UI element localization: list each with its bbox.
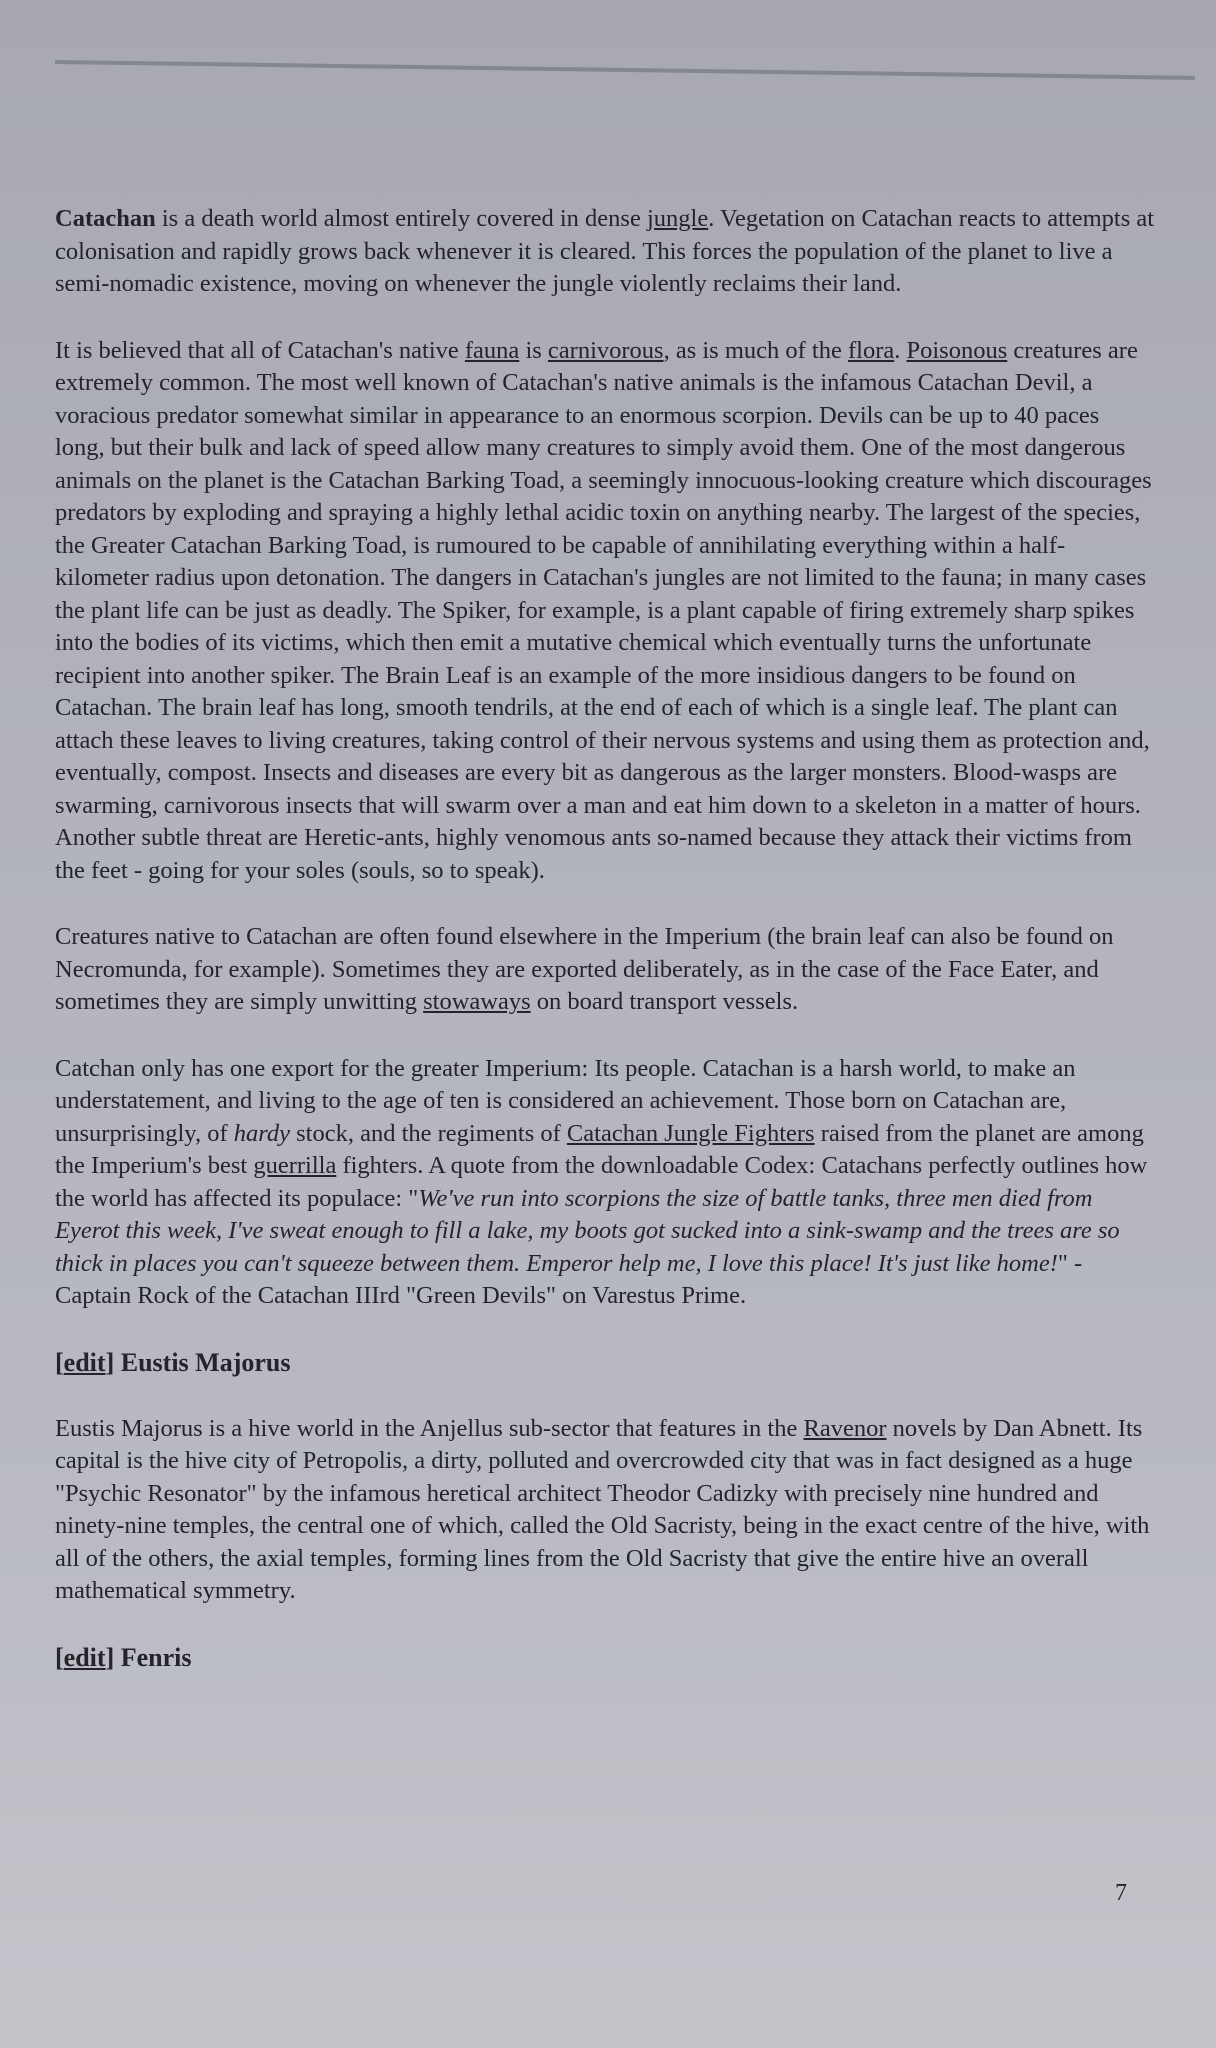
edit-link-fenris[interactable]: edit (63, 1642, 106, 1672)
term-hardy: hardy (233, 1119, 290, 1147)
article-body (55, 203, 1155, 1708)
paragraph-eustis-majorus: Eustis Majorus is a hive world in the Anjellus sub-sector that features in the Ravenor novels by Dan Abnett. Its capital is the hive city of Petropolis, a dirty, polluted and overcrowded city that was in fact designed as a huge "Psychic Resonator" by the infamous heretical architect Theodor Cadizky with precisely nine hundred and ninety-nine temples, the central one of which, called the Old Sacristy, being in the exact centre of the hive, with all of the others, the axial temples, forming lines from the Old Sacristy that give the entire hive an overall mathematical symmetry. (55, 1414, 1150, 1604)
link-carnivorous[interactable]: carnivorous (547, 336, 664, 364)
section-heading-eustis-majorus: [edit] Eustis Majorus (55, 1347, 291, 1377)
link-catachan-jungle-fighters[interactable]: Catachan Jungle Fighters (566, 1119, 815, 1147)
page-number: 7 (1115, 1880, 1127, 1906)
edit-link-eustis-majorus[interactable]: edit (63, 1347, 106, 1377)
paragraph-catachan-export: Catchan only has one export for the greater Imperium: Its people. Catachan is a harsh world, to make an understatement, and living to the age of ten is considered an achievement. Those born on Catachan are, unsurprisingly, of hardy stock, and the regiments of Catachan Jungle Fighters raised from the planet are among the Imperium's best guerrilla fighters. A quote from the downloadable Codex: Catachans perfectly outlines how the world has affected its populace: "We've run into scorpions the size of battle tanks, three men died from Eyerot this week, I've sweat enough to fill a lake, my boots got sucked into a sink-swamp and the trees are so thick in places you can't squeeze between them. Emperor help me, I love this place! It's just like home!" - Captain Rock of the Catachan IIIrd "Green Devils" on Varestus Prime. (55, 1054, 1148, 1309)
paragraph-catachan-creatures: Creatures native to Catachan are often found elsewhere in the Imperium (the brain leaf can also be found on Necromunda, for example). Sometimes they are exported deliberately, as in the case of the Face Eater, and sometimes they are simply unwitting stowaways on board transport vessels. (55, 923, 1114, 1015)
link-poisonous[interactable]: Poisonous (906, 336, 1008, 364)
top-divider (55, 60, 1195, 80)
link-guerrilla[interactable]: guerrilla (253, 1152, 337, 1179)
link-jungle[interactable]: jungle (646, 205, 709, 232)
link-fauna[interactable]: fauna (464, 336, 520, 364)
section-heading-fenris: [edit] Fenris (55, 1642, 192, 1672)
link-ravenor[interactable]: Ravenor (803, 1414, 887, 1442)
link-flora[interactable]: flora (847, 336, 895, 364)
codex-quote: We've run into scorpions the size of battle tanks, three men died from Eyerot this week, I've sweat enough to fill a lake, my boots got sucked into a sink-swamp and the trees are so thick in places you can't squeeze between them. Emperor help me, I love this place! It's just like home! (55, 1184, 1120, 1277)
paragraph-catachan-intro: Catachan is a death world almost entirely covered in dense jungle. Vegetation on Catachan reacts to attempts at colonisation and rapidly grows back whenever it is cleared. This forces the population of the planet to live a semi-nomadic existence, moving on whenever the jungle violently reclaims their land. (55, 205, 1155, 297)
term-catachan: Catachan (55, 205, 156, 232)
paragraph-catachan-fauna: It is believed that all of Catachan's native fauna is carnivorous, as is much of the flora. Poisonous creatures are extremely common. The most well known of Catachan's native animals is the infamous Catachan Devil, a voracious predator somewhat similar in appearance to an enormous scorpion. Devils can be up to 40 paces long, but their bulk and lack of speed allow many creatures to simply avoid them. One of the most dangerous animals on the planet is the Catachan Barking Toad, a seemingly innocuous-looking creature which discourages predators by exploding and spraying a highly lethal acidic toxin on anything nearby. The largest of the species, the Greater Catachan Barking Toad, is rumoured to be capable of annihilating everything within a half-kilometer radius upon detonation. The dangers in Catachan's jungles are not limited to the fauna; in many cases the plant life can be just as deadly. The Spiker, for example, is a plant capable of firing extremely sharp spikes into the bodies of its victims, which then emit a mutative chemical which eventually turns the unfortunate recipient into another spiker. The Brain Leaf is an example of the more insidious dangers to be found on Catachan. The brain leaf has long, smooth tendrils, at the end of each of which is a single leaf. The plant can attach these leaves to living creatures, taking control of their nervous systems and using them as protection and, eventually, compost. Insects and diseases are every bit as dangerous as the larger monsters. Blood-wasps are swarming, carnivorous insects that will swarm over a man and eat him down to a skeleton in a matter of hours. Another subtle threat are Heretic-ants, highly venomous ants so-named because they attack their victims from the feet - going for your soles (souls, so to speak). (55, 336, 1152, 884)
link-stowaways[interactable]: stowaways (423, 988, 531, 1015)
